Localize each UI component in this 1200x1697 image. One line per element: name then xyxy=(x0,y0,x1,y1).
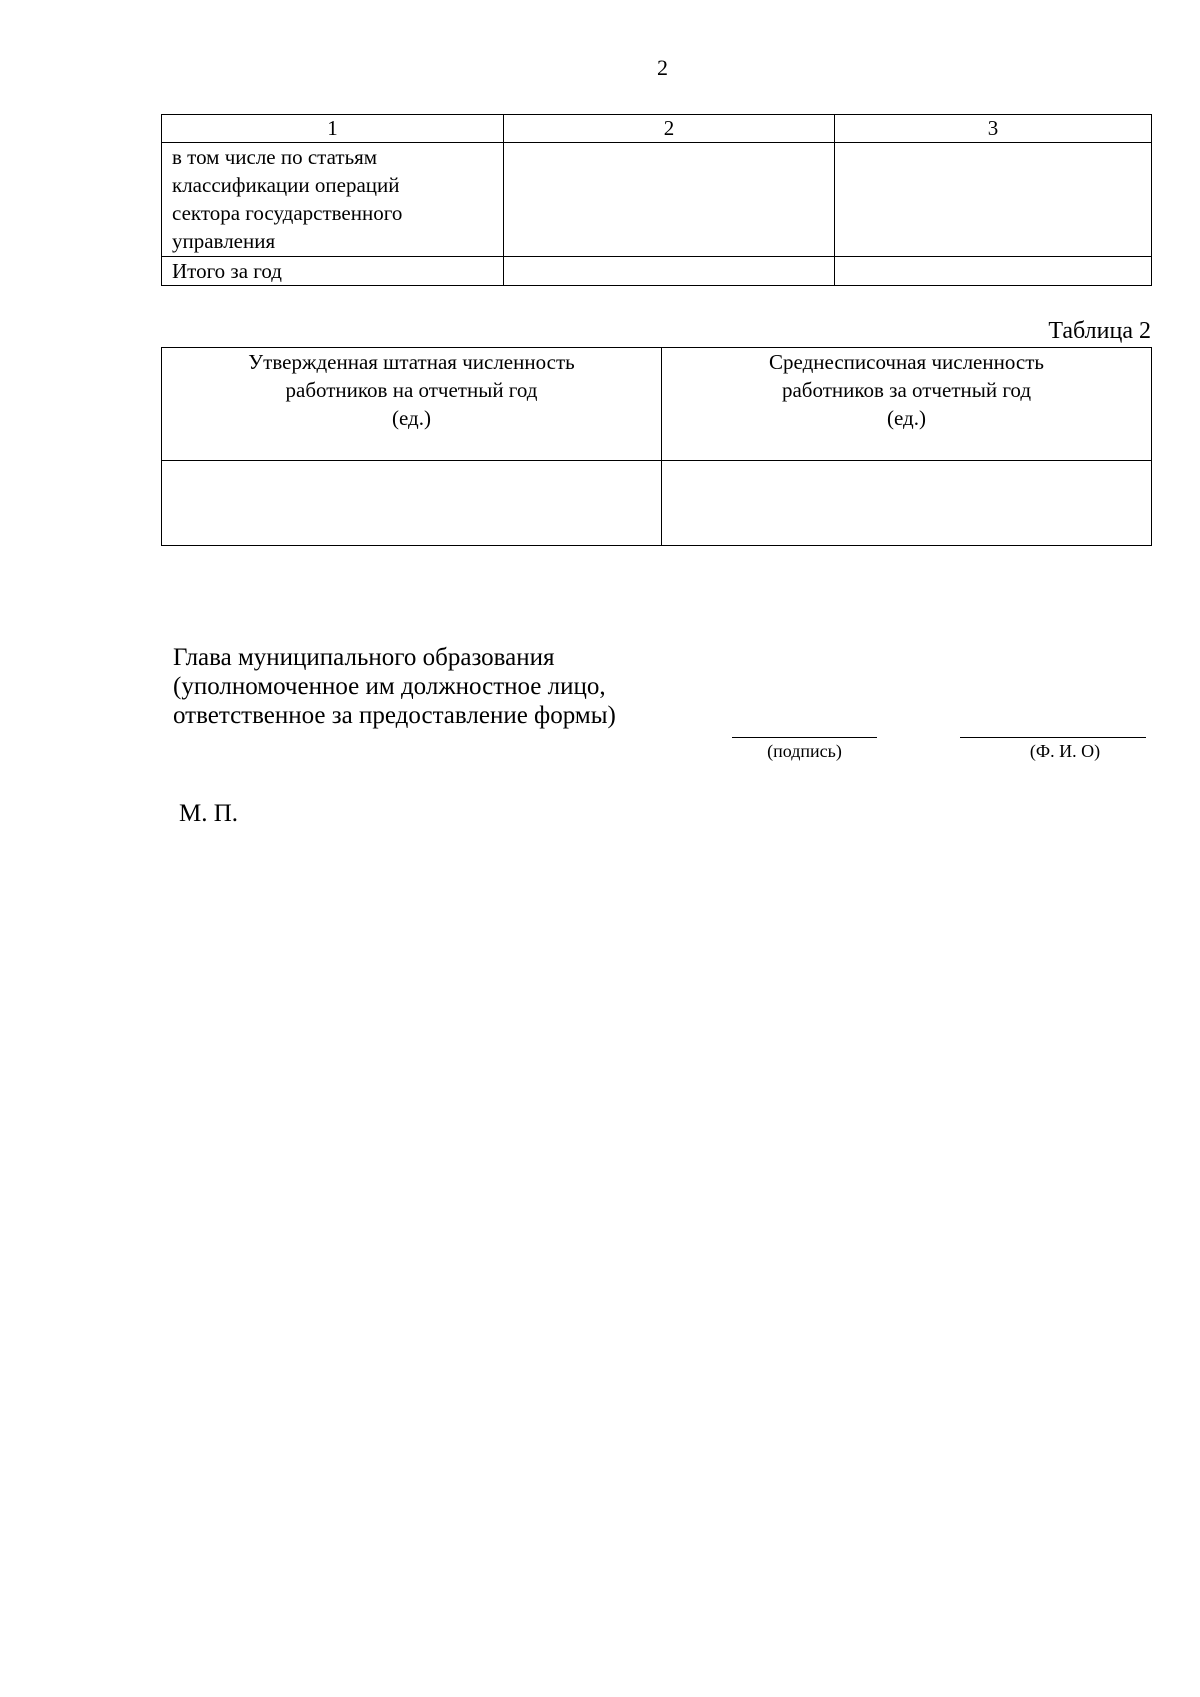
header-line: (ед.) xyxy=(392,406,431,430)
table-header-row xyxy=(162,115,1152,143)
staff-table xyxy=(161,347,1152,546)
table2-caption: Таблица 2 xyxy=(1048,318,1151,344)
full-name-caption: (Ф. И. О) xyxy=(1029,741,1101,761)
signer-title xyxy=(173,643,616,730)
table-cell xyxy=(504,257,835,286)
column-header: 2 xyxy=(504,115,835,143)
table-cell xyxy=(662,461,1152,546)
full-name-line xyxy=(960,737,1146,738)
header-line: работников на отчетный год xyxy=(285,378,538,402)
table-row-total xyxy=(162,257,1152,286)
page-number: 2 xyxy=(657,55,668,80)
table-header-row xyxy=(162,348,1152,461)
column-header: 3 xyxy=(835,115,1152,143)
expenses-table xyxy=(161,114,1152,286)
signer-line: ответственное за предоставление формы) xyxy=(173,702,616,729)
column-header-average-staff xyxy=(662,348,1152,461)
header-line: (ед.) xyxy=(887,406,926,430)
row-label-line: сектора государственного xyxy=(172,201,403,225)
header-line: работников за отчетный год xyxy=(781,378,1032,402)
signer-line: Глава муниципального образования xyxy=(173,644,555,671)
column-header-approved-staff xyxy=(162,348,662,461)
table-cell xyxy=(162,461,662,546)
row-label-line: классификации операций xyxy=(172,173,400,197)
row-label-line: управления xyxy=(172,229,276,253)
table-cell xyxy=(504,143,835,257)
column-header: 1 xyxy=(162,115,504,143)
row-label-line: в том числе по статьям xyxy=(172,145,378,169)
row-label xyxy=(162,143,504,257)
signature-caption: (подпись) xyxy=(767,741,842,761)
table-row xyxy=(162,461,1152,546)
table-cell xyxy=(835,143,1152,257)
row-label xyxy=(162,257,504,286)
header-line: Среднесписочная численность xyxy=(769,350,1044,374)
row-label-line: Итого за год xyxy=(172,259,282,283)
table-row xyxy=(162,143,1152,257)
signer-line: (уполномоченное им должностное лицо, xyxy=(173,673,606,700)
signature-line xyxy=(732,737,877,738)
header-line: Утвержденная штатная численность xyxy=(248,350,575,374)
stamp-place: М. П. xyxy=(179,800,239,827)
table-cell xyxy=(835,257,1152,286)
